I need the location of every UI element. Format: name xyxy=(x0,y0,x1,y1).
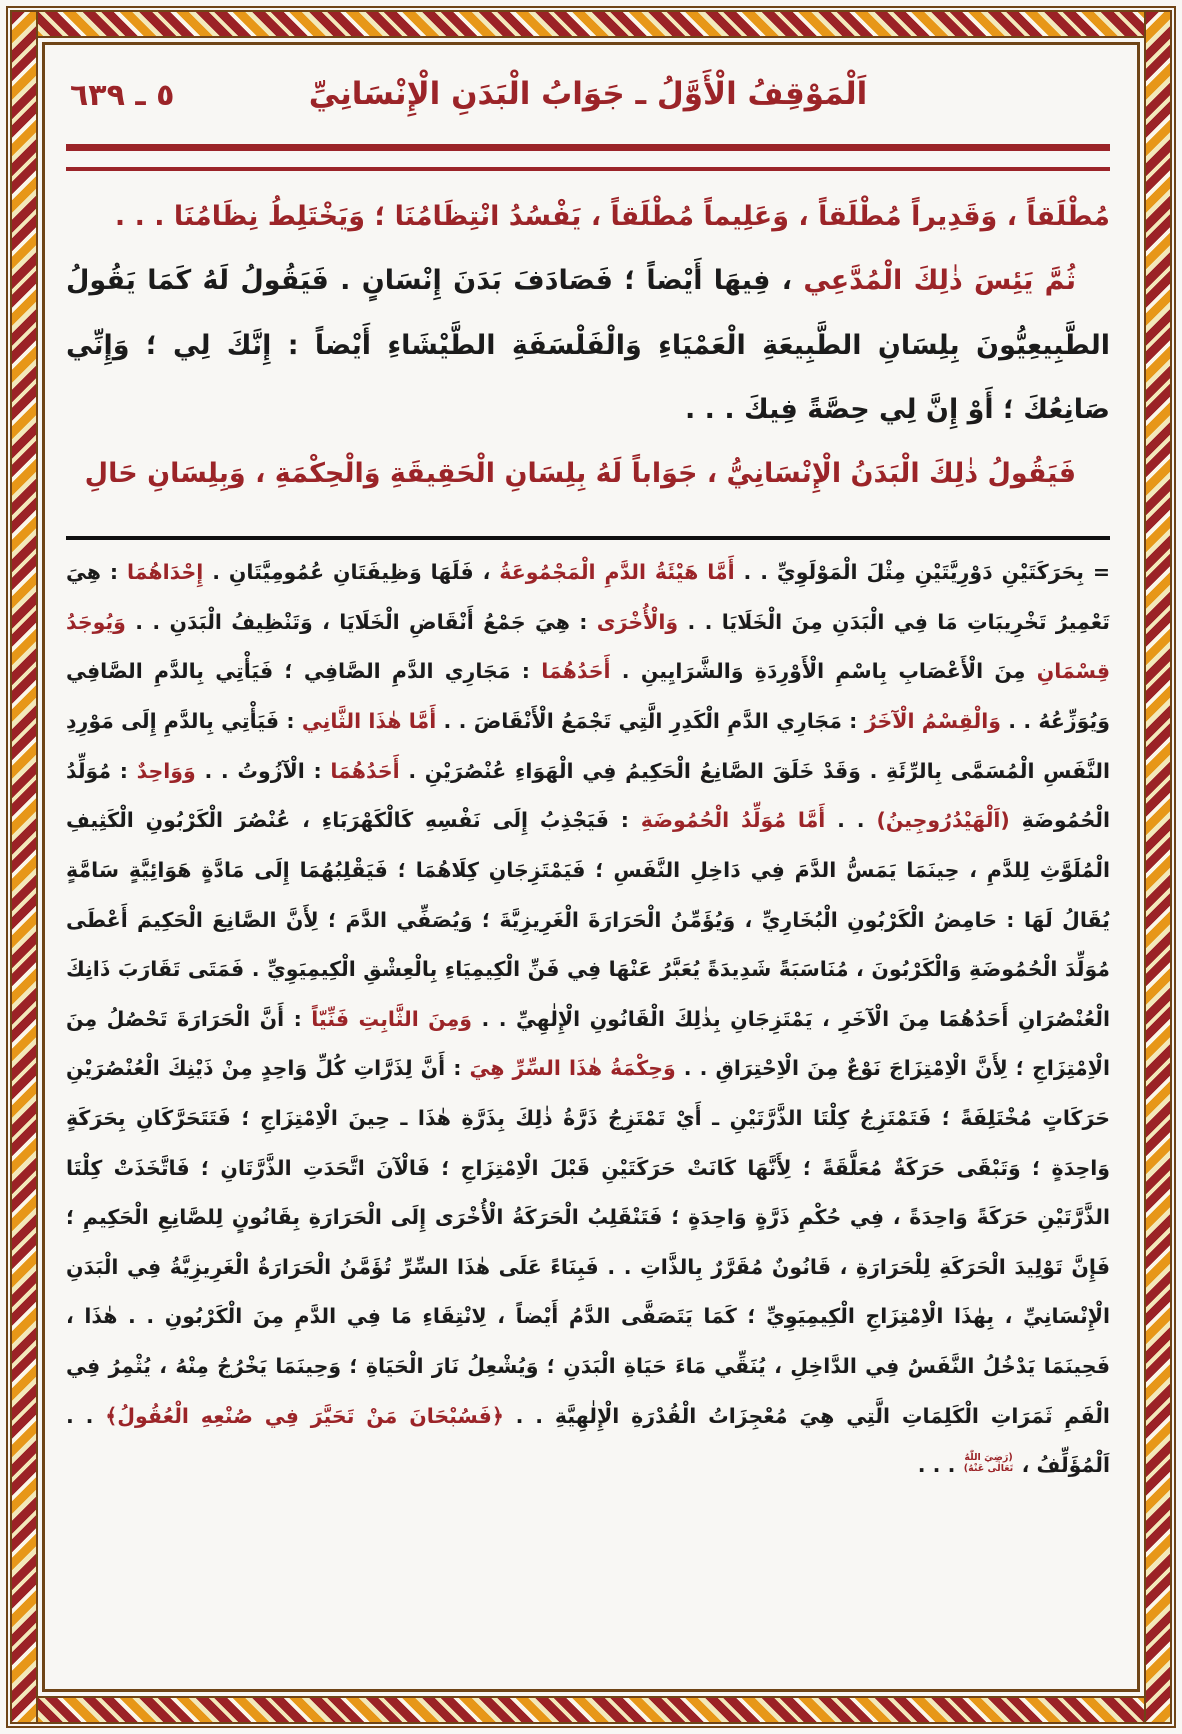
footnote-segment: وَحِكْمَةُ هٰذَا السِّرِّ هِيَ xyxy=(469,1056,676,1081)
footnote-segment: أَمَّا هَيْئَةُ الدَّمِ الْمَجْمُوعَةُ xyxy=(499,560,735,585)
page-header xyxy=(66,70,1110,142)
footnote-text xyxy=(66,548,1110,1491)
footnote-segment: : مَجَارِي الدَّمِ الصَّافِي ؛ فَيَأْتِي بِالدَّمِ الصَّافِي وَيُوَزِّعُهُ . . xyxy=(66,659,1110,734)
footnote-segment: وَالْقِسْمُ الْآخَرُ xyxy=(864,709,1001,734)
footnote-segment: : أَنَّ لِذَرَّاتِ كُلِّ وَاحِدٍ مِنْ ذَيْنِكَ الْعُنْصُرَيْنِ حَرَكَاتٍ مُخْتَلِفَةً ؛ فَتَمْتَزِجُ كِلْتَا الذَّرَّتَيْنِ ـ أَيْ تَمْتَزِجُ ذَرَّةُ ذٰلِكَ بِذَرَّةِ هٰذَا ـ حِينَ الْاِمْتِزَاجِ ؛ فَتَتَحَرَّكَانِ بِحَرَكَةٍ وَاحِدَةٍ ؛ وَتَبْقَى حَرَكَةٌ مُعَلَّقَةً ؛ لِأَنَّهَا كَانَتْ حَرَكَتَيْنِ قَبْلَ الْاِمْتِزَاجِ ؛ فَالْآنَ اتَّحَدَتِ الذَّرَّتَانِ ؛ فَاتَّخَذَتْ كِلْتَا الذَّرَّتَيْنِ حَرَكَةً وَاحِدَةً ، فِي حُكْمِ ذَرَّةٍ وَاحِدَةٍ ؛ فَتَنْقَلِبُ الْحَرَكَةُ الْأُخْرَى إِلَى الْحَرَارَةِ بِقَانُونٍ لِلصَّانِعِ الْحَكِيمِ ؛ فَإِنَّ تَوْلِيدَ الْحَرَكَةِ لِلْحَرَارَةِ ، قَانُونٌ مُقَرَّرٌ بِالذَّاتِ . . فَبِنَاءً عَلَى هٰذَا السِّرِّ تُؤَمَّنُ الْحَرَارَةُ الْغَرِيزِيَّةُ فِي الْبَدَنِ الْإِنْسَانِيِّ ، بِهٰذَا الْاِمْتِزَاجِ الْكِيمِيَوِيِّ ؛ كَمَا يَتَصَفَّى الدَّمُ أَيْضاً ، لِانْتِقَاءِ مَا فِي الدَّمِ مِنَ الْكَرْبُونِ . . هٰذَا ، فَحِينَمَا يَدْخُلُ النَّفَسُ فِي الدَّاخِلِ ، يُنَقِّي مَاءَ حَيَاةِ الْبَدَنِ ؛ وَيُشْعِلُ نَارَ الْحَيَاةِ ؛ وَحِينَمَا يَخْرُجُ مِنْهُ ، يُثْمِرُ فِي الْفَمِ ثَمَرَاتِ الْكَلِمَاتِ الَّتِي هِيَ مُعْجِزَاتُ الْقُدْرَةِ الْإِلٰهِيَّةِ . . xyxy=(66,1056,1110,1428)
footnote-segment: . . . xyxy=(917,1453,963,1478)
footnote-segment: : هِيَ تَعْمِيرُ تَخْرِيبَاتِ مَا فِي الْبَدَنِ مِنَ الْخَلَايَا . . xyxy=(66,560,1110,634)
body-paragraph-2 xyxy=(66,249,1110,442)
footnote-segment: : الْآزُوتُ . . xyxy=(195,758,331,783)
footnote-segment: : أَنَّ الْحَرَارَةَ تَحْصُلُ مِنَ الْاِمْتِزَاجِ ؛ لِأَنَّ الْاِمْتِزَاجَ نَوْعٌ مِنَ الْاِحْتِرَاقِ . . xyxy=(66,1006,1110,1081)
body-red-run: مُطْلَقاً ، وَقَدِيراً مُطْلَقاً ، وَعَلِيماً مُطْلَقاً ، يَفْسُدُ انْتِظَامُنَا ؛ وَيَخْتَلِطُ نِظَامُنَا . . . xyxy=(114,201,1110,232)
footnote-segment: : فَيَجْذِبُ إِلَى نَفْسِهِ كَالْكَهْرَبَاءِ ، عُنْصُرَ الْكَرْبُونِ الْكَثِيفِ الْمُلَوَّثِ لِلدَّمِ ، حِينَمَا يَمَسُّ الدَّمَ فِي دَاخِلِ النَّفَسِ ؛ فَيَمْتَزِجَانِ كِلَاهُمَا ؛ فَيَقْلِبُهُمَا إِلَى مَادَّةٍ هَوَائِيَّةٍ سَامَّةٍ يُقَالُ لَهَا : حَامِضُ الْكَرْبُونِ الْبُخَارِيِّ ، وَيُؤَمِّنُ الْحَرَارَةَ الْغَرِيزِيَّةَ ؛ وَيُصَفِّي الدَّمَ ؛ لِأَنَّ الصَّانِعَ الْحَكِيمَ أَعْطَى مُوَلِّدَ الْحُمُوضَةِ وَالْكَرْبُونَ ، مُنَاسَبَةً شَدِيدَةً يُعَبَّرُ عَنْهَا فِي فَنِّ الْكِيمِيَاءِ بِالْعِشْقِ الْكِيمِيَوِيِّ . فَمَتَى تَقَارَبَ ذَانِكَ الْعُنْصُرَانِ أَحَدُهُمَا مِنَ الْآخَرِ ، يَمْتَزِجَانِ بِذٰلِكَ الْقَانُونِ الْإِلٰهِيِّ . . xyxy=(66,808,1111,1031)
body-paragraph-3 xyxy=(66,442,1110,506)
page-number: ٥ ـ ٦٣٩ xyxy=(70,78,175,113)
main-text xyxy=(66,185,1110,506)
footnote-segment: ، فَلَهَا وَظِيفَتَانِ عُمُومِيَّتَانِ . xyxy=(203,560,500,585)
footnote-separator xyxy=(66,536,1110,540)
ornate-border-top xyxy=(10,10,1172,38)
footnote-segment: . . اَلْمُؤَلِّفُ ، xyxy=(66,1403,1110,1478)
page-title: اَلْمَوْقِفُ الْأَوَّلُ ـ جَوَابُ الْبَدَنِ الْإِنْسَانِيِّ xyxy=(308,76,868,112)
ornate-border-left xyxy=(10,10,38,1724)
footnote-segment: وَوَاحِدٌ xyxy=(136,758,196,783)
body-paragraph-2-rest: ، فِيهَا أَيْضاً ؛ فَصَادَفَ بَدَنَ إِنْسَانٍ . فَيَقُولُ لَهُ كَمَا يَقُولُ الطَّبِيعِيُّونَ بِلِسَانِ الطَّبِيعَةِ الْعَمْيَاءِ وَالْفَلْسَفَةِ الطَّيْشَاءِ أَيْضاً : إِنَّكَ لِي ؛ وَإِنِّي صَانِعُكَ ؛ أَوْ إِنَّ لِي حِصَّةً فِيكَ . . . xyxy=(66,265,1110,425)
footnote-segment: : هِيَ جَمْعُ أَنْقَاضِ الْخَلَايَا ، وَتَنْظِيفُ الْبَدَنِ . . xyxy=(125,609,597,634)
footnote-segment: إِحْدَاهُمَا xyxy=(126,560,204,585)
page-content xyxy=(66,52,1110,1682)
footnote-segment: : مُوَلِّدُ الْحُمُوضَةِ xyxy=(66,758,1110,833)
footnote-segment: وَالْأُخْرَى xyxy=(596,609,679,634)
footnote-segment: وَمِنَ الثَّابِتِ فَنِّيّاً xyxy=(311,1006,473,1031)
body-paragraph-3-text: فَيَقُولُ ذٰلِكَ الْبَدَنُ الْإِنْسَانِيُّ ، جَوَاباً لَهُ بِلِسَانِ الْحَقِيقَةِ وَالْحِكْمَةِ ، وَبِلِسَانِ حَالِ xyxy=(84,458,1076,489)
footnote-segment: أَحَدُهُمَا xyxy=(541,659,611,684)
body-line-overflow xyxy=(66,185,1110,249)
ornate-border-bottom xyxy=(10,1696,1172,1724)
footnote-segment: مِنَ الْأَعْصَابِ بِاسْمِ الْأَوْرِدَةِ وَالشَّرَايِينِ . xyxy=(610,659,1037,684)
footnote-segment: : مَجَارِي الدَّمِ الْكَدِرِ الَّتِي تَجْمَعُ الْأَنْقَاضَ . . xyxy=(436,709,865,734)
ornate-border-right xyxy=(1144,10,1172,1724)
footnote-segment: = بِحَرَكَتَيْنِ دَوْرِيَّتَيْنِ مِثْلَ الْمَوْلَوِيِّ . . xyxy=(734,560,1110,585)
footnote-segment: . . xyxy=(825,808,877,833)
footnote-segment: أَمَّا مُوَلِّدُ الْحُمُوضَةِ xyxy=(640,808,826,833)
footnote-segment: (اَلْهَيْدُرُوجِينُ) xyxy=(876,808,1010,833)
footnote-segment: : فَيَأْتِي بِالدَّمِ إِلَى مَوْرِدِ النَّفَسِ الْمُسَمَّى بِالرِّئَةِ . وَقَدْ خَلَقَ الصَّانِعُ الْحَكِيمُ فِي الْهَوَاءِ عُنْصُرَيْنِ . xyxy=(66,709,1110,783)
footnote-segment: ﴿فَسُبْحَانَ مَنْ تَحَيَّرَ فِي صُنْعِهِ الْعُقُولُ﴾ xyxy=(105,1403,504,1428)
footnote-segment: أَحَدُهُمَا xyxy=(330,758,400,783)
body-paragraph-2-lead: ثُمَّ يَئِسَ ذٰلِكَ الْمُدَّعِي xyxy=(803,265,1076,297)
header-double-rule xyxy=(66,144,1110,171)
footnote-segment: وَيُوجَدُ قِسْمَانِ xyxy=(66,609,1110,684)
footnote-segment: أَمَّا هٰذَا الثَّانِي xyxy=(301,709,437,734)
author-seal: (رَضِيَ اللّٰهُ تَعَالٰى عَنْهُ) xyxy=(963,1452,1014,1475)
